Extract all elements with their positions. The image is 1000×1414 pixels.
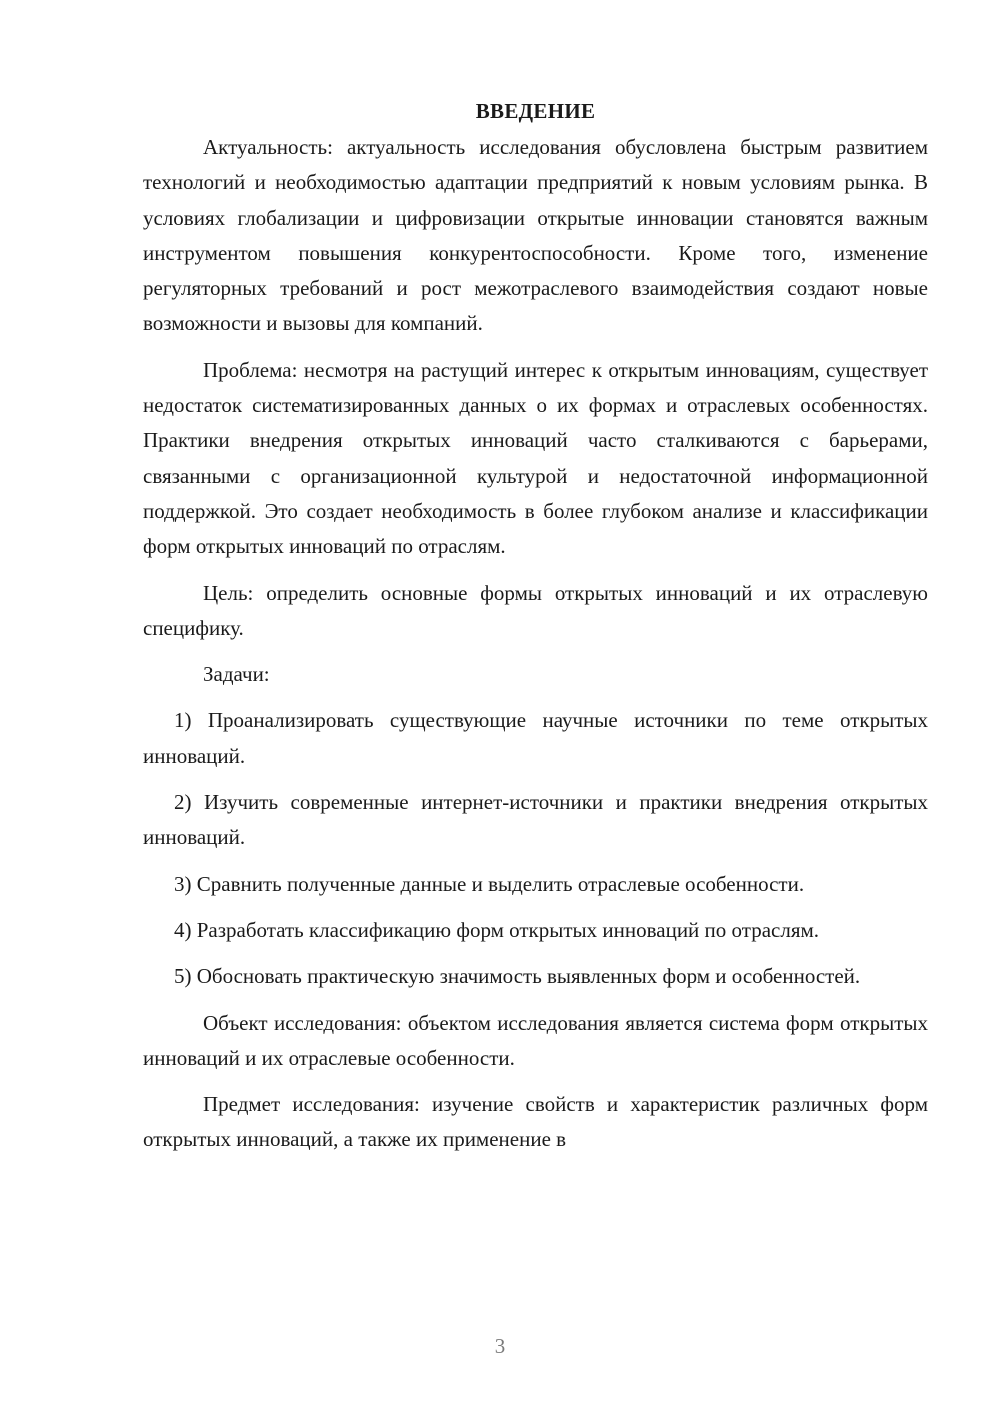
paragraph-problem: Проблема: несмотря на растущий интерес к открытым инновациям, существует недостаток систематизированных данных о их формах и отраслевых особенностях. Практики внедрения открытых инноваций часто сталкиваются с барьерами, связанными с организационной культурой и недостаточной информационной поддержкой. Это создает необходимость в более глубоком анализе и классификации форм открытых инноваций по отраслям.: [143, 357, 928, 559]
task-item-4: 4) Разработать классификацию форм открытых инноваций по отраслям.: [174, 917, 820, 942]
page-number: 3: [494, 1334, 506, 1358]
paragraph-object: Объект исследования: объектом исследования является система форм открытых инноваций и их отраслевые особенности.: [143, 1010, 928, 1070]
task-item-3: 3) Сравнить полученные данные и выделить отраслевые особенности.: [174, 871, 805, 896]
section-title: ВВЕДЕНИЕ: [475, 99, 596, 123]
paragraph-tasks-heading: Задачи:: [203, 662, 270, 687]
paragraph-subject: Предмет исследования: изучение свойств и характеристик различных форм открытых инноваций, а также их применение в: [143, 1092, 928, 1152]
paragraph-relevance: Актуальность: актуальность исследования обусловлена быстрым развитием технологий и необходимостью адаптации предприятий к новым условиям рынка. В условиях глобализации и цифровизации открытые инновации становятся важным инструментом повышения конкурентоспособности. Кроме того, изменение регуляторных требований и рост межотраслевого взаимодействия создают новые возможности и вызовы для компаний.: [143, 135, 928, 336]
task-item-2: 2) Изучить современные интернет-источники и практики внедрения открытых инноваций.: [143, 790, 928, 850]
document-page: [143, 96, 928, 1169]
task-item-5: 5) Обосновать практическую значимость выявленных форм и особенностей.: [174, 964, 861, 989]
paragraph-goal: Цель: определить основные формы открытых инноваций и их отраслевую специфику.: [143, 580, 928, 640]
task-item-1: 1) Проанализировать существующие научные источники по теме открытых инноваций.: [143, 708, 928, 768]
